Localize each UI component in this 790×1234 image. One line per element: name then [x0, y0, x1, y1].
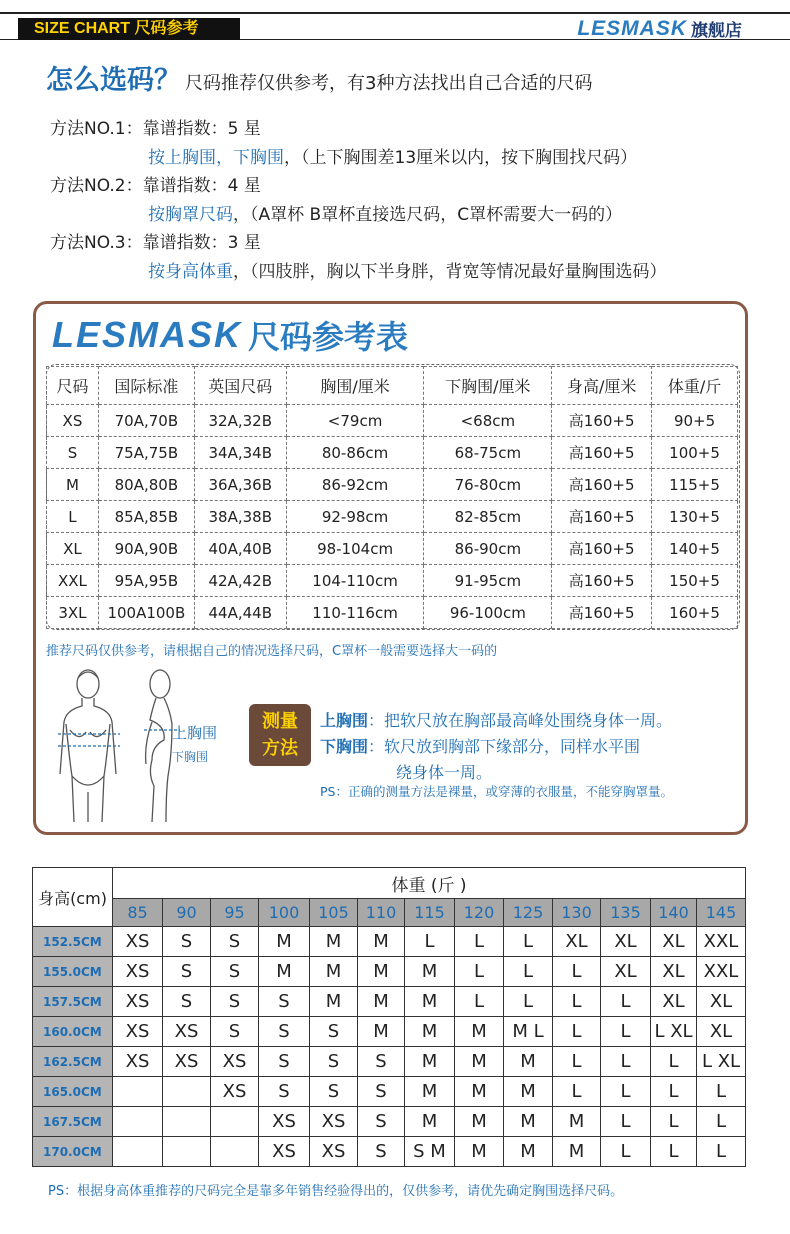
height-label: 167.5CM: [33, 1107, 113, 1137]
size-cell: 90+5: [652, 405, 738, 437]
hw-cell: XS: [113, 1017, 163, 1047]
size-cell: 80-86cm: [286, 437, 424, 469]
hw-cell: [113, 1107, 163, 1137]
title-sub: 尺码推荐仅供参考，有3种方法找出自己合适的尺码: [185, 73, 593, 94]
weight-header: 145: [697, 899, 746, 927]
weight-header: 100: [259, 899, 310, 927]
hw-cell: XL: [651, 957, 697, 987]
hw-row: [33, 1137, 746, 1167]
hw-cell: XS: [113, 987, 163, 1017]
hw-cell: L: [601, 1107, 651, 1137]
size-cell: 高160+5: [552, 501, 652, 533]
size-cell: 96-100cm: [424, 597, 552, 629]
size-cell: 95A,95B: [98, 565, 194, 597]
height-label: 165.0CM: [33, 1077, 113, 1107]
height-label: 160.0CM: [33, 1017, 113, 1047]
hw-row: [33, 1017, 746, 1047]
hw-cell: L: [651, 1107, 697, 1137]
hw-cell: S: [211, 957, 259, 987]
size-cell: 38A,38B: [194, 501, 286, 533]
hw-cell: S: [163, 957, 211, 987]
hw-cell: XS: [211, 1077, 259, 1107]
hw-cell: [163, 1137, 211, 1167]
hw-cell: M: [405, 1107, 455, 1137]
hw-cell: XS: [259, 1107, 310, 1137]
size-cell: 110-116cm: [286, 597, 424, 629]
size-cell: 86-90cm: [424, 533, 552, 565]
hw-cell: M: [455, 1047, 504, 1077]
brand-logo: [577, 16, 742, 41]
size-cell: 82-85cm: [424, 501, 552, 533]
height-label: 155.0CM: [33, 957, 113, 987]
hw-cell: XL: [697, 987, 746, 1017]
size-cell: 100A100B: [98, 597, 194, 629]
hw-cell: [113, 1077, 163, 1107]
hw-cell: S: [259, 1077, 310, 1107]
col-header: 国际标准: [98, 367, 194, 405]
hw-cell: M: [310, 927, 358, 957]
hw-cell: M: [259, 957, 310, 987]
size-cell: 40A,40B: [194, 533, 286, 565]
hw-cell: XL: [553, 927, 601, 957]
size-cell: 80A,80B: [98, 469, 194, 501]
hw-cell: [211, 1107, 259, 1137]
weight-header: 120: [455, 899, 504, 927]
size-row: [47, 501, 738, 533]
size-cell: XL: [47, 533, 99, 565]
hw-cell: L: [697, 1107, 746, 1137]
hw-cell: [163, 1107, 211, 1137]
weight-header: 140: [651, 899, 697, 927]
hw-cell: M: [405, 987, 455, 1017]
methods-list: [50, 115, 667, 286]
hw-cell: L: [697, 1077, 746, 1107]
hw-cell: L: [601, 987, 651, 1017]
hw-cell: XL: [651, 987, 697, 1017]
hw-cell: L: [504, 987, 553, 1017]
hw-cell: M: [504, 1077, 553, 1107]
size-cell: 98-104cm: [286, 533, 424, 565]
hw-cell: L: [504, 957, 553, 987]
size-cell: 36A,36B: [194, 469, 286, 501]
hw-cell: XS: [310, 1137, 358, 1167]
size-cell: <79cm: [286, 405, 424, 437]
size-cell: 90A,90B: [98, 533, 194, 565]
hw-cell: [113, 1137, 163, 1167]
weight-header: 105: [310, 899, 358, 927]
weight-header: 90: [163, 899, 211, 927]
size-cell: 85A,85B: [98, 501, 194, 533]
method-3-desc: 按身高体重，（四肢胖，胸以下半身胖，背宽等情况最好量胸围选码）: [148, 261, 667, 282]
size-cell: S: [47, 437, 99, 469]
size-note: 推荐尺码仅供参考，请根据自己的情况选择尺码，C罩杯一般需要选择大一码的: [46, 644, 498, 659]
size-cell: 高160+5: [552, 437, 652, 469]
hw-cell: S: [358, 1047, 405, 1077]
hw-cell: M: [358, 1017, 405, 1047]
title-main: 怎么选码？: [46, 65, 181, 96]
hw-cell: S: [259, 987, 310, 1017]
hw-cell: L XL: [697, 1047, 746, 1077]
panel-brand: LESMASK: [52, 314, 243, 355]
hw-cell: XL: [651, 927, 697, 957]
hw-cell: XS: [113, 957, 163, 987]
col-header: 胸围/厘米: [286, 367, 424, 405]
hw-cell: L: [553, 987, 601, 1017]
hw-cell: S: [358, 1107, 405, 1137]
hw-cell: M: [455, 1017, 504, 1047]
hw-cell: L: [601, 1077, 651, 1107]
hw-row: [33, 1077, 746, 1107]
panel-title-text: 尺码参考表: [248, 318, 409, 356]
hw-cell: S: [310, 1017, 358, 1047]
hw-cell: L: [697, 1137, 746, 1167]
hw-cell: S: [163, 927, 211, 957]
hw-cell: L: [455, 987, 504, 1017]
hw-cell: S: [163, 987, 211, 1017]
hw-cell: M: [405, 1077, 455, 1107]
height-weight-table: [32, 867, 746, 1167]
bottom-ps: PS：根据身高体重推荐的尺码完全是靠多年销售经验得出的，仅供参考，请优先确定胸围选择尺码。: [48, 1184, 624, 1199]
hw-row: [33, 957, 746, 987]
hw-cell: M: [553, 1107, 601, 1137]
size-row: [47, 533, 738, 565]
hw-cell: XS: [310, 1107, 358, 1137]
weight-header: 130: [553, 899, 601, 927]
size-cell: L: [47, 501, 99, 533]
hw-cell: M L: [504, 1017, 553, 1047]
size-cell: 高160+5: [552, 565, 652, 597]
weight-header: 110: [358, 899, 405, 927]
size-cell: 150+5: [652, 565, 738, 597]
method-1-desc: 按上胸围，下胸围，（上下胸围差13厘米以内，按下胸围找尺码）: [148, 147, 638, 168]
figure-lower-label: 下胸围: [172, 750, 209, 764]
size-cell: 3XL: [47, 597, 99, 629]
size-cell: 115+5: [652, 469, 738, 501]
method-2-label: 方法NO.2：靠谱指数：4 星: [50, 176, 261, 196]
store-label: 旗舰店: [691, 21, 742, 41]
hw-cell: L: [455, 927, 504, 957]
size-cell: 92-98cm: [286, 501, 424, 533]
panel-title: [52, 312, 408, 358]
page-title: [46, 58, 592, 97]
size-cell: 42A,42B: [194, 565, 286, 597]
hw-cell: [211, 1137, 259, 1167]
size-reference-panel: [33, 301, 748, 835]
weight-header: 115: [405, 899, 455, 927]
hw-cell: L: [553, 1017, 601, 1047]
brand-name: LESMASK: [577, 16, 687, 40]
hw-cell: L: [651, 1137, 697, 1167]
height-label: 162.5CM: [33, 1047, 113, 1077]
weight-header: 95: [211, 899, 259, 927]
hw-cell: M: [358, 957, 405, 987]
size-row: [47, 597, 738, 629]
size-cell: 44A,44B: [194, 597, 286, 629]
hw-cell: M: [310, 987, 358, 1017]
weight-header: 135: [601, 899, 651, 927]
method-1-label: 方法NO.1：靠谱指数：5 星: [50, 119, 261, 139]
hw-cell: S: [211, 927, 259, 957]
hw-row: [33, 1107, 746, 1137]
measure-ps: PS：正确的测量方法是裸量，或穿薄的衣服量，不能穿胸罩量。: [320, 784, 673, 799]
size-cell: 高160+5: [552, 469, 652, 501]
hw-cell: L: [601, 1137, 651, 1167]
hw-cell: [163, 1077, 211, 1107]
size-cell: 32A,32B: [194, 405, 286, 437]
hw-cell: XL: [697, 1017, 746, 1047]
size-cell: 160+5: [652, 597, 738, 629]
col-header: 下胸围/厘米: [424, 367, 552, 405]
weight-header: 125: [504, 899, 553, 927]
hw-cell: S: [358, 1137, 405, 1167]
hw-cell: M: [405, 957, 455, 987]
hw-cell: L: [405, 927, 455, 957]
hw-cell: M: [405, 1017, 455, 1047]
size-cell: 68-75cm: [424, 437, 552, 469]
hw-cell: L: [601, 1017, 651, 1047]
hw-cell: L: [601, 1047, 651, 1077]
hw-cell: M: [455, 1137, 504, 1167]
hw-cell: XS: [163, 1047, 211, 1077]
hw-cell: XS: [113, 1047, 163, 1077]
hw-cell: M: [310, 957, 358, 987]
size-cell: XS: [47, 405, 99, 437]
hw-cell: M: [504, 1137, 553, 1167]
size-cell: 100+5: [652, 437, 738, 469]
hw-cell: S: [310, 1047, 358, 1077]
size-cell: 70A,70B: [98, 405, 194, 437]
size-cell: 75A,75B: [98, 437, 194, 469]
size-cell: 34A,34B: [194, 437, 286, 469]
hw-cell: XS: [259, 1137, 310, 1167]
size-cell: 高160+5: [552, 533, 652, 565]
col-header: 英国尺码: [194, 367, 286, 405]
col-header: 体重/斤: [652, 367, 738, 405]
hw-cell: XL: [601, 927, 651, 957]
size-cell: 104-110cm: [286, 565, 424, 597]
hw-cell: L: [651, 1077, 697, 1107]
hw-cell: M: [553, 1137, 601, 1167]
col-header: 尺码: [47, 367, 99, 405]
hw-cell: XS: [211, 1047, 259, 1077]
hw-cell: M: [504, 1047, 553, 1077]
hw-cell: M: [259, 927, 310, 957]
hw-cell: L: [455, 957, 504, 987]
size-cell: 高160+5: [552, 405, 652, 437]
method-2-desc: 按胸罩尺码，（A罩杯 B罩杯直接选尺码，C罩杯需要大一码的）: [148, 204, 623, 225]
hw-cell: XS: [113, 927, 163, 957]
hw-cell: S: [259, 1047, 310, 1077]
weight-header: 85: [113, 899, 163, 927]
size-cell: 86-92cm: [286, 469, 424, 501]
hw-cell: S M: [405, 1137, 455, 1167]
hw-cell: XXL: [697, 957, 746, 987]
hw-cell: L: [504, 927, 553, 957]
hw-cell: S: [211, 1017, 259, 1047]
size-row: [47, 405, 738, 437]
size-cell: 130+5: [652, 501, 738, 533]
hw-cell: L: [553, 1047, 601, 1077]
size-cell: 高160+5: [552, 597, 652, 629]
size-cell: 140+5: [652, 533, 738, 565]
height-label: 152.5CM: [33, 927, 113, 957]
size-chart-tag: SIZE CHART 尺码参考: [18, 18, 240, 40]
hw-cell: M: [455, 1077, 504, 1107]
measure-method-badge: 测量 方法: [249, 704, 311, 766]
hw-cell: L: [553, 957, 601, 987]
hw-cell: M: [358, 987, 405, 1017]
size-cell: <68cm: [424, 405, 552, 437]
hw-cell: M: [405, 1047, 455, 1077]
hw-cell: S: [211, 987, 259, 1017]
hw-cell: M: [504, 1107, 553, 1137]
size-table: [46, 366, 738, 629]
height-label: 157.5CM: [33, 987, 113, 1017]
hw-row: [33, 987, 746, 1017]
hw-row: [33, 1047, 746, 1077]
body-measure-figure: [48, 664, 248, 824]
height-label: 170.0CM: [33, 1137, 113, 1167]
size-row: [47, 565, 738, 597]
hw-row: [33, 927, 746, 957]
size-cell: 91-95cm: [424, 565, 552, 597]
page-header: [0, 12, 790, 40]
hw-cell: L: [553, 1077, 601, 1107]
hw-cell: M: [358, 927, 405, 957]
figure-upper-label: 上胸围: [172, 724, 218, 742]
size-row: [47, 469, 738, 501]
hw-cell: XS: [163, 1017, 211, 1047]
size-table-header: [47, 367, 738, 405]
hw-cell: XXL: [697, 927, 746, 957]
hw-cell: S: [310, 1077, 358, 1107]
hw-cell: L XL: [651, 1017, 697, 1047]
size-cell: XXL: [47, 565, 99, 597]
method-3-label: 方法NO.3：靠谱指数：3 星: [50, 233, 261, 253]
size-row: [47, 437, 738, 469]
hw-cell: M: [455, 1107, 504, 1137]
weight-title: 体重 (斤 ): [113, 868, 746, 899]
hw-cell: XL: [601, 957, 651, 987]
hw-cell: S: [358, 1077, 405, 1107]
size-cell: 76-80cm: [424, 469, 552, 501]
col-header: 身高/厘米: [552, 367, 652, 405]
size-cell: M: [47, 469, 99, 501]
measure-instructions: 上胸围：把软尺放在胸部最高峰处围绕身体一周。 下胸围：软尺放到胸部下缘部分，同样水平围 绕身体一周。: [320, 711, 673, 782]
hw-cell: L: [651, 1047, 697, 1077]
height-corner-label: 身高(cm): [33, 868, 113, 927]
hw-cell: S: [259, 1017, 310, 1047]
